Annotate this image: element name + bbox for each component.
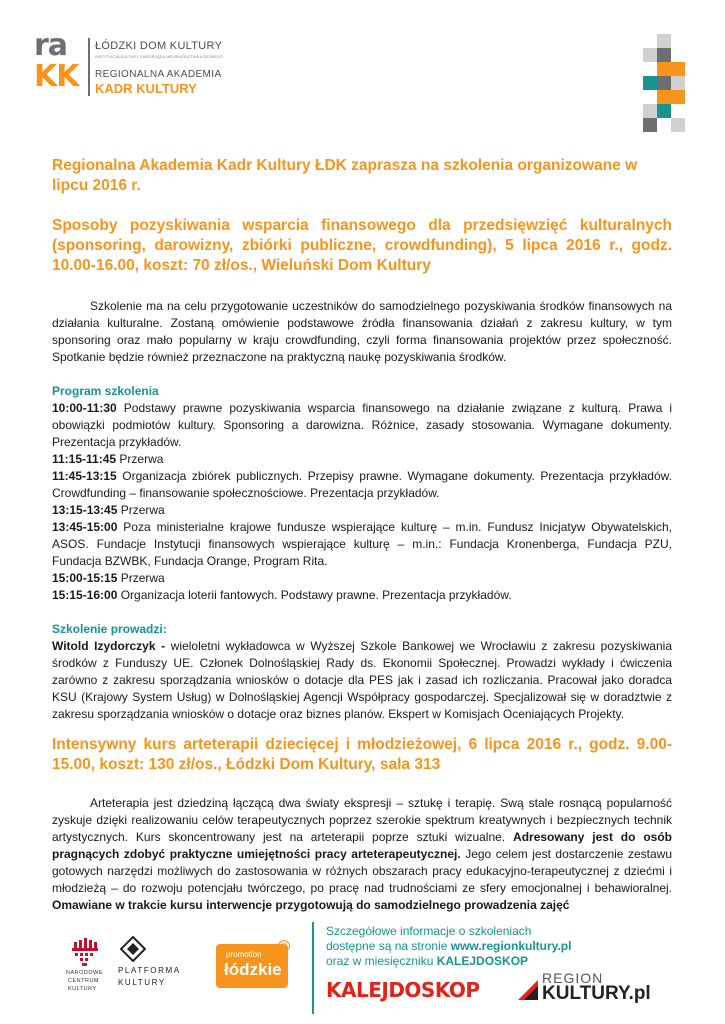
course2-desc-part1: Arteterapia jest dziedziną łączącą dwa światy ekspresji – sztukę i terapię. Swą stale rosnącą popularność zyskuje dzięki realizowaniu celów terapeutycznych poprzez szerokie spektrum kreatywnych i bezpiecznych technik artystycznych. Kurs skoncentrowany jest na arteterapii poprze sztuki wizualne. [52,796,672,844]
nck-line3: KULTURY [68,986,97,992]
trainer-label: Szkolenie prowadzi: [52,622,167,636]
nck-emblem-icon [70,938,100,966]
course2-title: Intensywny kurs arteterapii dziecięcej i młodzieżowej, 6 lipca 2016 r., godz. 9.00-15.00, koszt: 130 zł/os., Łódzki Dom Kultury, sala 313 [52,736,672,773]
region-triangle-icon [516,978,540,1002]
trainer-bio [52,638,672,723]
program-item [52,519,672,570]
program-text: Podstawy prawne pozyskiwania wsparcia finansowego na działanie związane z kulturą. Prawa i obowiązki podmiotów kultury. Sponsoring a darowizna. Różnice, zasady stosowania. Wymagane dokumenty. Prezentacja przykładów. [52,401,672,449]
deco-square [671,62,685,76]
region-bottom-label: KULTURY.pl [542,983,651,1004]
deco-square [643,48,657,62]
course1-title: Sposoby pozyskiwania wsparcia finansowego dla przedsięwzięć kulturalnych (sponsoring, darowizny, zbiórki publiczne, crowdfunding), 5 lipca 2016 r., godz. 10.00-16.00, koszt: 70 zł/os., Wieluński Dom Kultury [52,217,672,274]
region-top-label: REGION [542,970,604,986]
platform-line1: PLATFORMA [118,966,181,975]
program-text: Organizacja zbiórek publicznych. Przepisy prawne. Wymagane dokumenty. Prezentacja przykładów. Crowdfunding – finansowanie społecznościowe. Prezentacja przykładów. [52,469,672,500]
footer-divider [312,922,314,1014]
program-item [52,468,672,502]
promotion-big-label: łódzkie [224,960,282,979]
program-item [52,400,672,451]
platform-diamond-icon [120,936,146,962]
magazine-name: KALEJDOSKOP [436,954,529,968]
program-time: 15:15-16:00 [52,588,118,602]
course2-desc-bold2: Omawiane w trakcie kursu interwencje przygotowują do samodzielnego prowadzenia zajęć [52,898,570,912]
logo-kk: KK [34,59,79,94]
logo-org-name: ŁÓDZKI DOM KULTURY [95,40,223,52]
deco-square [643,118,657,132]
program-time: 11:45-13:15 [52,469,117,483]
program-item [52,502,672,519]
program-item [52,451,672,468]
deco-square [657,104,671,118]
course2-desc-part2: Jego celem jest dostarczenie zestawu gotowych narzędzi możliwych do zastosowania w różnych obszarach pracy edukacyjno-terapeutycznej z dziećmi i młodzieżą – do rozwoju potencjału twórczego, po pracę nad trudnościami ze sfery emocjonalnej i behawioralnej. [52,847,672,895]
copyright-icon: © [278,940,290,952]
info-line1: Szczegółowe informacje o szkoleniach [326,924,532,938]
info-line2 [326,939,571,954]
nck-line1: NARODOWE [66,970,103,976]
kalejdoskop-logo: KALEJDOSKOP [326,978,480,1002]
program-time: 10:00-11:30 [52,401,117,415]
deco-square [643,104,657,118]
logo-ra: ra [34,28,68,63]
deco-square [657,34,671,48]
promotion-small-label: promotion [226,950,262,959]
program-list [52,400,672,604]
footer-info [326,924,571,969]
deco-square [657,90,671,104]
program-label: Program szkolenia [52,384,159,398]
trainer-name: Witold Izydorczyk - [52,639,166,653]
promotion-lodzkie-logo [216,944,288,988]
logo-divider [88,38,90,96]
program-item [52,570,672,587]
logo-academy-top: REGIONALNA AKADEMIA [95,69,222,80]
deco-square [671,76,685,90]
program-time: 15:00-15:15 [52,571,118,585]
deco-square [671,118,685,132]
program-time: 13:45-15:00 [52,520,118,534]
deco-square [657,62,671,76]
deco-square [657,76,671,90]
logo-academy-bottom: KADR KULTURY [95,81,197,96]
deco-square [657,48,671,62]
program-text: Przerwa [117,503,165,517]
deco-square [671,90,685,104]
info-line2-text: dostępne są na stronie [326,939,451,953]
program-item [52,587,672,604]
deco-square [643,76,657,90]
course2-desc-bold1: Adresowany jest do osób pragnących zdobyć praktyczne umiejętności pracy arteterapeutycznej. [52,830,673,861]
course2-description [52,795,672,914]
rakk-logo [34,28,224,96]
program-text: Przerwa [117,571,165,585]
nck-logo [60,938,110,998]
intro-heading: Regionalna Akademia Kadr Kultury ŁDK zaprasza na szkolenia organizowane w lipcu 2016 r. [52,157,638,194]
platforma-kultury-logo [112,936,192,996]
program-time: 11:15-11:45 [52,452,117,466]
website-link[interactable]: www.regionkultury.pl [450,939,572,953]
info-line3-text: oraz w miesięczniku [326,954,437,968]
info-line3 [326,954,571,969]
program-text: Przerwa [116,452,164,466]
logo-org-subtitle: INSTYTUCJA KULTURY SAMORZĄDU WOJEWÓDZTWA ŁÓDZKIEGO [95,54,224,59]
program-text: Organizacja loterii fantowych. Podstawy prawne. Prezentacja przykładów. [117,588,512,602]
course1-description: Szkolenie ma na celu przygotowanie uczestników do samodzielnego pozyskiwania środków finansowych na działania kulturalne. Zostaną omówienie podstawowe źródła finansowania działań z zakresu kultury, w tym sponsoring oraz mało popularny w kraju crowdfunding, czyli forma finansowania projektów przez społeczność. Spotkanie będzie również przeznaczone na praktyczną naukę pozyskiwania środków. [52,299,672,364]
nck-line2: CENTRUM [68,978,99,984]
region-kultury-logo [516,970,651,1006]
trainer-bio-text: wieloletni wykładowca w Wyższej Szkole Bankowej we Wrocławiu z zakresu pozyskiwania środków z Funduszy UE. Członek Dolnośląskiej Rady ds. Ekonomii Społecznej. Prowadzi wykłady i ćwiczenia zarówno z zakresu sporządzania wniosków o dotacje dla PES jak i zasad ich rozliczania. Pracował jako doradca KSU (Krajowy System Usług) w Dolnośląskiej Agencji Współpracy gospodarczej. Specjalizował się w doradztwie z zakresu sporządzania wniosków o dotacje oraz biznes planów. Ekspert w Komisjach Oceniających Projekty. [52,639,672,721]
program-text: Poza ministerialne krajowe fundusze wspierające kulturę – m.in. Fundusz Inicjatyw Obywatelskich, ASOS. Fundacje Instytucji finansowych wspierające kulturę – m.in.: Fundacja Kronenberga, Fundacja PZU, Fundacja BZWBK, Fundacja Orange, Program Rita. [52,520,672,568]
platform-line2: KULTURY [118,978,166,987]
program-time: 13:15-13:45 [52,503,118,517]
main-content [52,156,672,914]
